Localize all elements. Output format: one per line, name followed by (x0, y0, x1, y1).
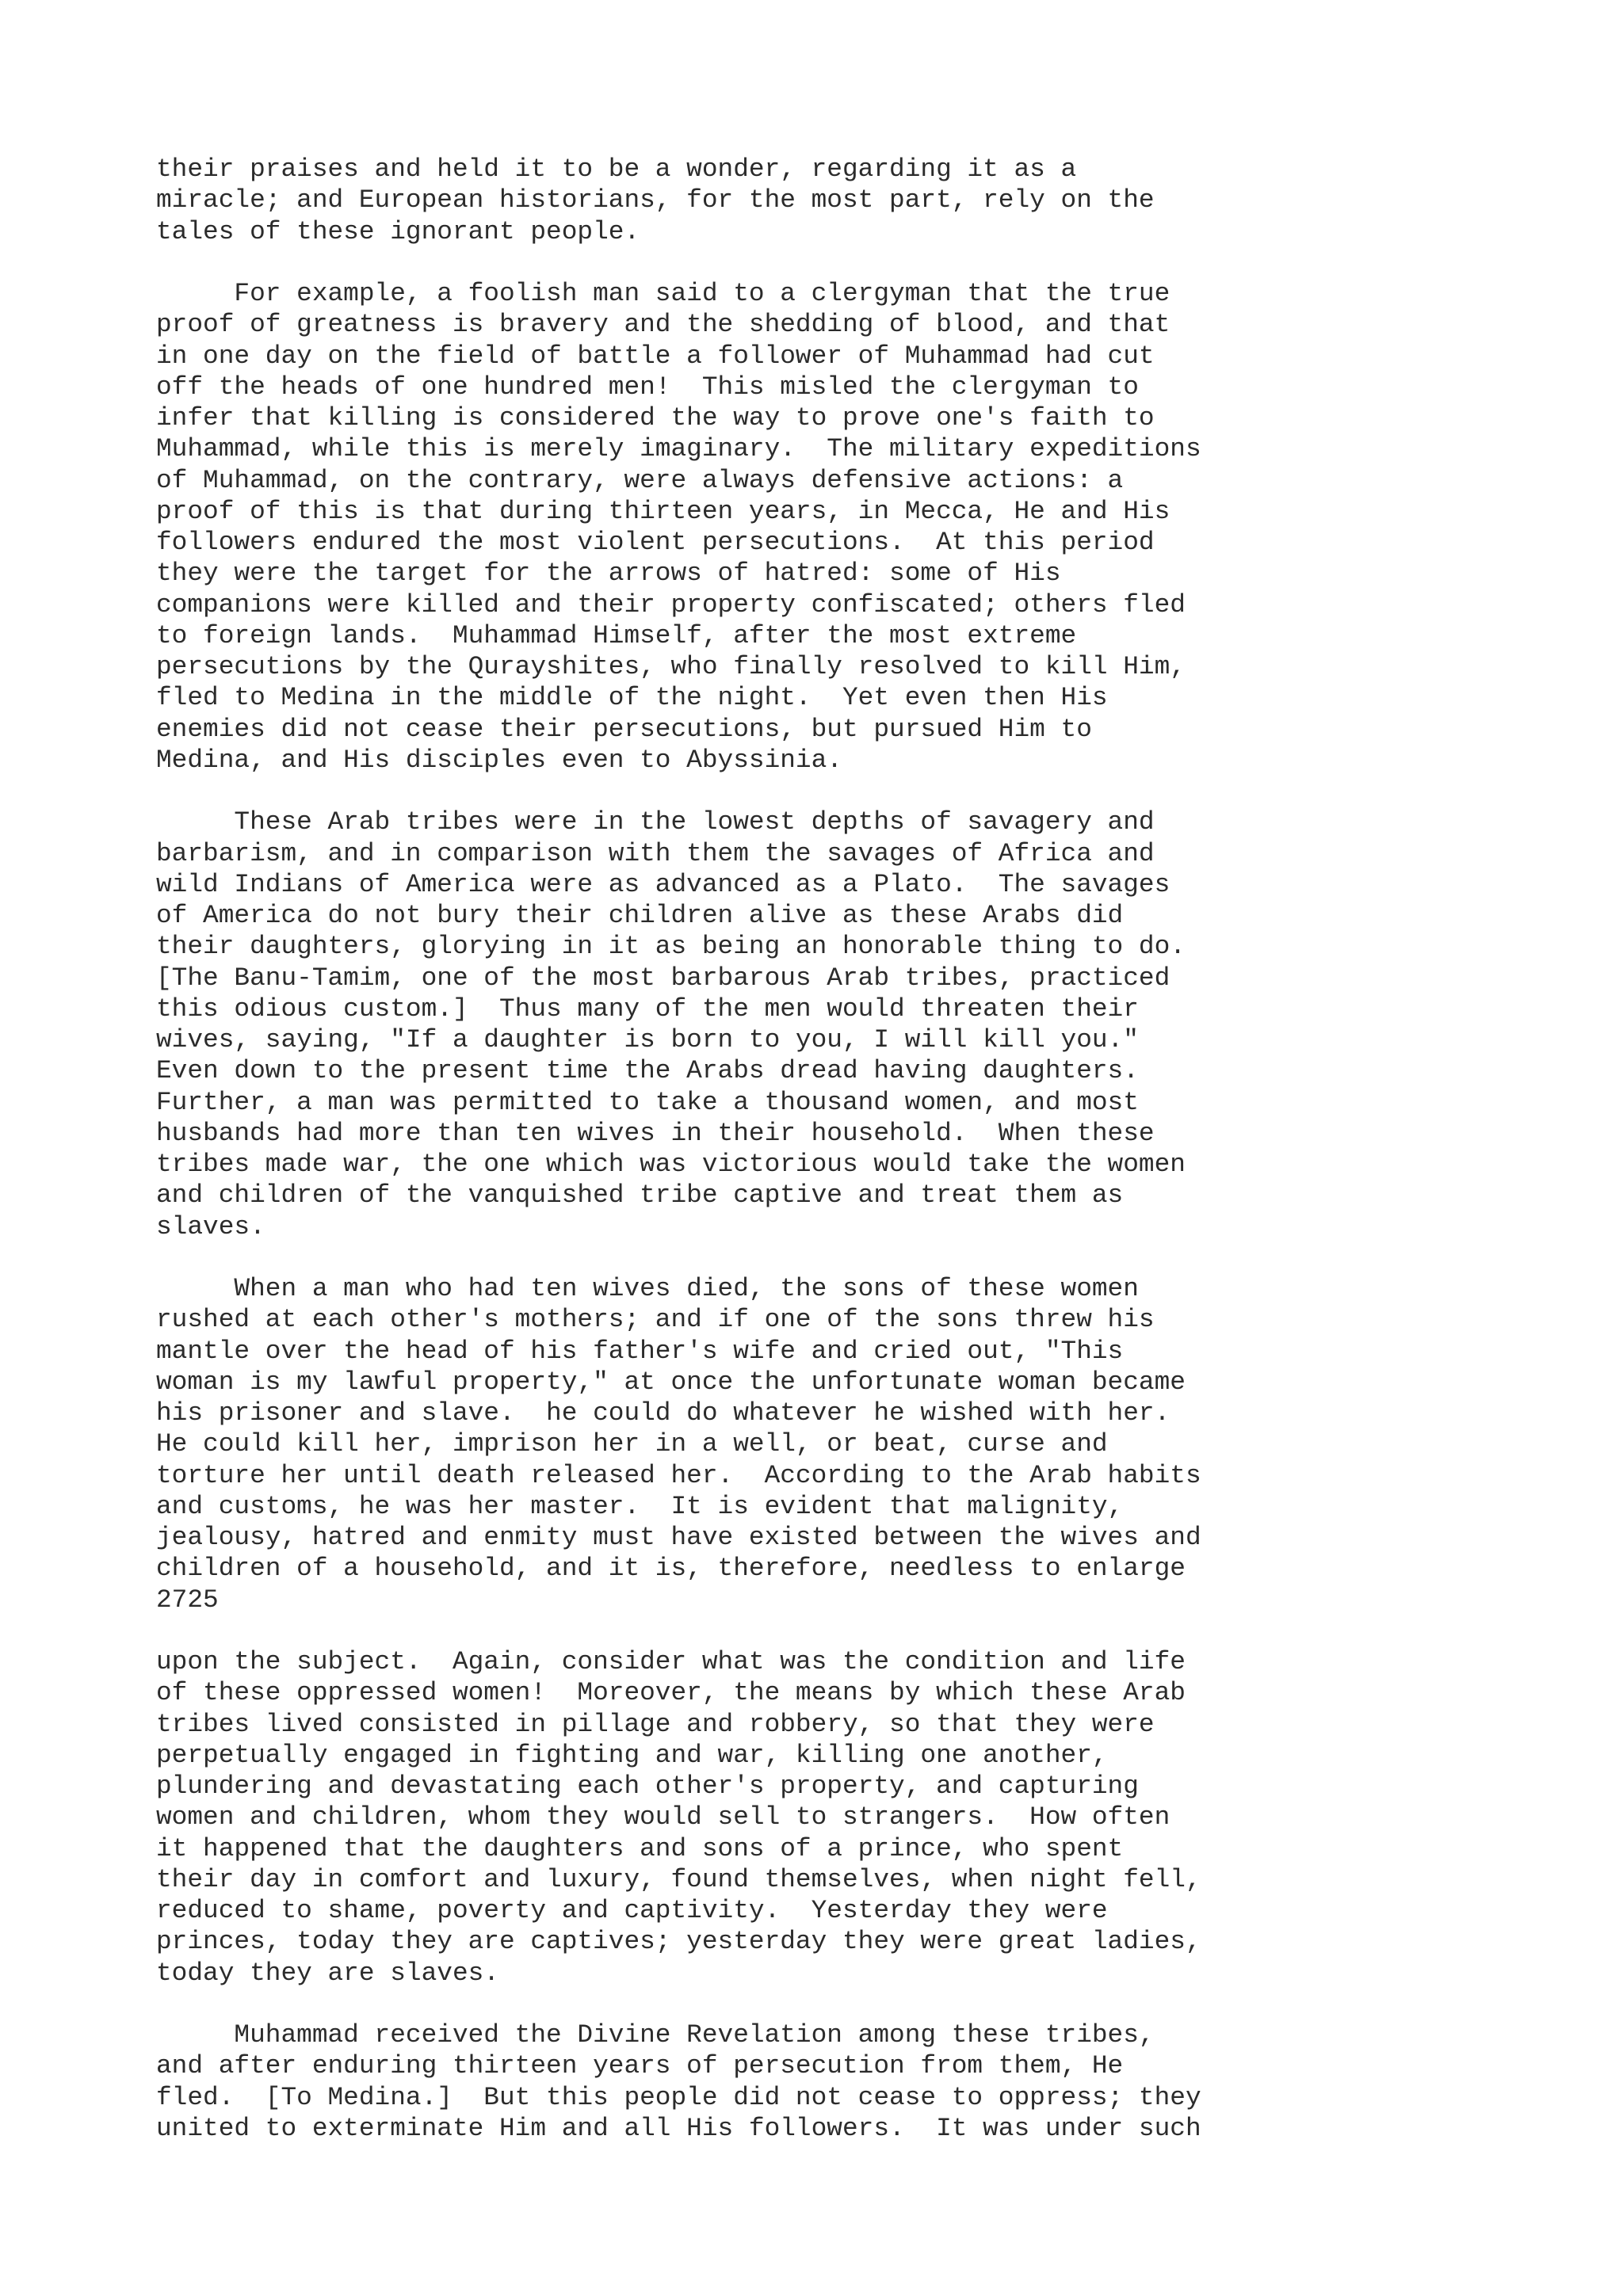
paragraph-2: For example, a foolish man said to a clergyman that the true proof of greatness is bravery and the shedding of blood, and that in one day on the field of battle a follower of Muhammad had cut off the heads of one hundred men! This misled the clergyman to infer that killing is considered the way to prove one's faith to Muhammad, while this is merely imaginary. The military expeditions of Muhammad, on the contrary, were always defensive actions: a proof of this is that during thirteen years, in Mecca, He and His followers endured the most violent persecutions. At this period they were the target for the arrows of hatred: some of His companions were killed and their property confiscated; others fled to foreign lands. Muhammad Himself, after the most extreme persecutions by the Qurayshites, who finally resolved to kill Him, fled to Medina in the middle of the night. Yet even then His enemies did not cease their persecutions, but pursued Him to Medina, and His disciples even to Abyssinia. (156, 279, 1201, 775)
document-page (156, 154, 1465, 2144)
paragraph-4: When a man who had ten wives died, the sons of these women rushed at each other's mothers; and if one of the sons threw his mantle over the head of his father's wife and cried out, "This woman is my lawful property," at once the unfortunate woman became his prisoner and slave. he could do whatever he wished with her. He could kill her, imprison her in a well, or beat, curse and torture her until death released her. According to the Arab habits and customs, he was her master. It is evident that malignity, jealousy, hatred and enmity must have existed between the wives and children of a household, and it is, therefore, needless to enlarge (156, 1274, 1201, 1584)
paragraph-1: their praises and held it to be a wonder, regarding it as a miracle; and European historians, for the most part, rely on the tales of these ignorant people. (156, 154, 1155, 246)
paragraph-6: Muhammad received the Divine Revelation among these tribes, and after enduring thirteen years of persecution from them, He fled. [To Medina.] But this people did not cease to oppress; they united to exterminate Him and all His followers. It was under such (156, 2020, 1201, 2143)
paragraph-3: These Arab tribes were in the lowest depths of savagery and barbarism, and in comparison with them the savages of Africa and wild Indians of America were as advanced as a Plato. The savages of America do not bury their children alive as these Arabs did their daughters, glorying in it as being an honorable thing to do. [The Banu-Tamim, one of the most barbarous Arab tribes, practiced this odious custom.] Thus many of the men would threaten their wives, saying, "If a daughter is born to you, I will kill you." Even down to the present time the Arabs dread having daughters. Further, a man was permitted to take a thousand women, and most husbands had more than ten wives in their household. When these tribes made war, the one which was victorious would take the women and children of the vanquished tribe captive and treat them as slaves. (156, 807, 1186, 1241)
page-number: 2725 (156, 1585, 219, 1615)
paragraph-5: upon the subject. Again, consider what was the condition and life of these oppressed women! Moreover, the means by which these Arab tribes lived consisted in pillage and robbery, so that they were perpetually engaged in fighting and war, killing one another, plundering and devastating each other's property, and capturing women and children, whom they would sell to strangers. How often it happened that the daughters and sons of a prince, who spent their day in comfort and luxury, found themselves, when night fell, reduced to shame, poverty and captivity. Yesterday they were princes, today they are captives; yesterday they were great ladies, today they are slaves. (156, 1647, 1201, 1988)
